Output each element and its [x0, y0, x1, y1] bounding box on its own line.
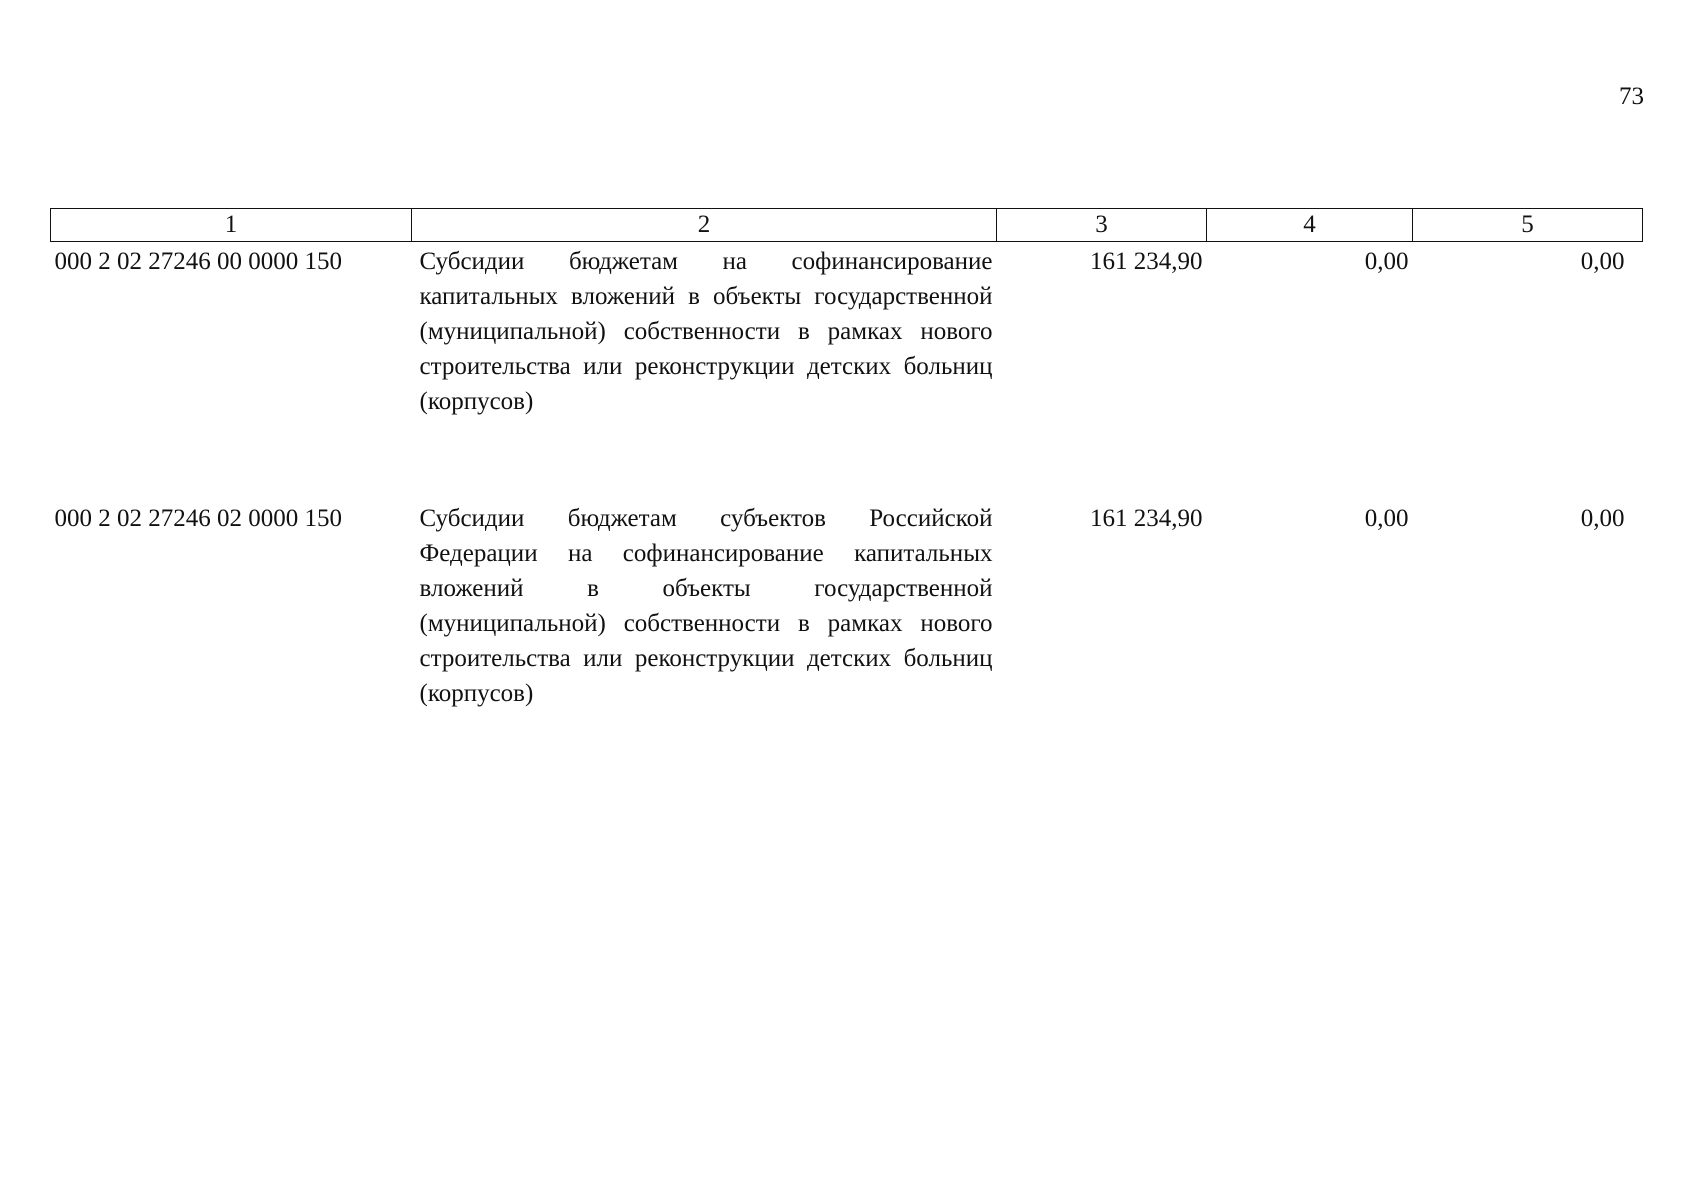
row-value-col3: 161 234,90 [1090, 248, 1203, 275]
page-number: 73 [1619, 83, 1644, 110]
table-row [51, 242, 1643, 500]
row-value-col5: 0,00 [1580, 505, 1625, 532]
budget-table [50, 208, 1643, 711]
header-row [51, 209, 1643, 242]
row-name: Субсидии бюджетам на софинансирование капитальных вложений в объекты государственной (муниципальной) собственности в рамках нового строительства или реконструкции детских больниц (корпусов) [419, 248, 993, 415]
table-row [51, 499, 1643, 711]
header-col-4: 4 [1207, 209, 1413, 242]
table-body [51, 242, 1643, 712]
header-col-1: 1 [51, 209, 412, 242]
header-col-5: 5 [1413, 209, 1643, 242]
header-col-2: 2 [412, 209, 997, 242]
table-header [51, 209, 1643, 242]
row-value-col4: 0,00 [1364, 248, 1409, 275]
row-name: Субсидии бюджетам субъектов Российской Федерации на софинансирование капитальных вложений в объекты государственной (муниципальной) собственности в рамках нового строительства или реконструкции детских больниц (корпусов) [419, 505, 993, 707]
row-value-col4: 0,00 [1364, 505, 1409, 532]
row-code: 000 2 02 27246 00 0000 150 [54, 248, 342, 275]
header-col-3: 3 [997, 209, 1207, 242]
row-value-col5: 0,00 [1580, 248, 1625, 275]
row-code: 000 2 02 27246 02 0000 150 [54, 505, 342, 532]
row-value-col3: 161 234,90 [1090, 505, 1203, 532]
